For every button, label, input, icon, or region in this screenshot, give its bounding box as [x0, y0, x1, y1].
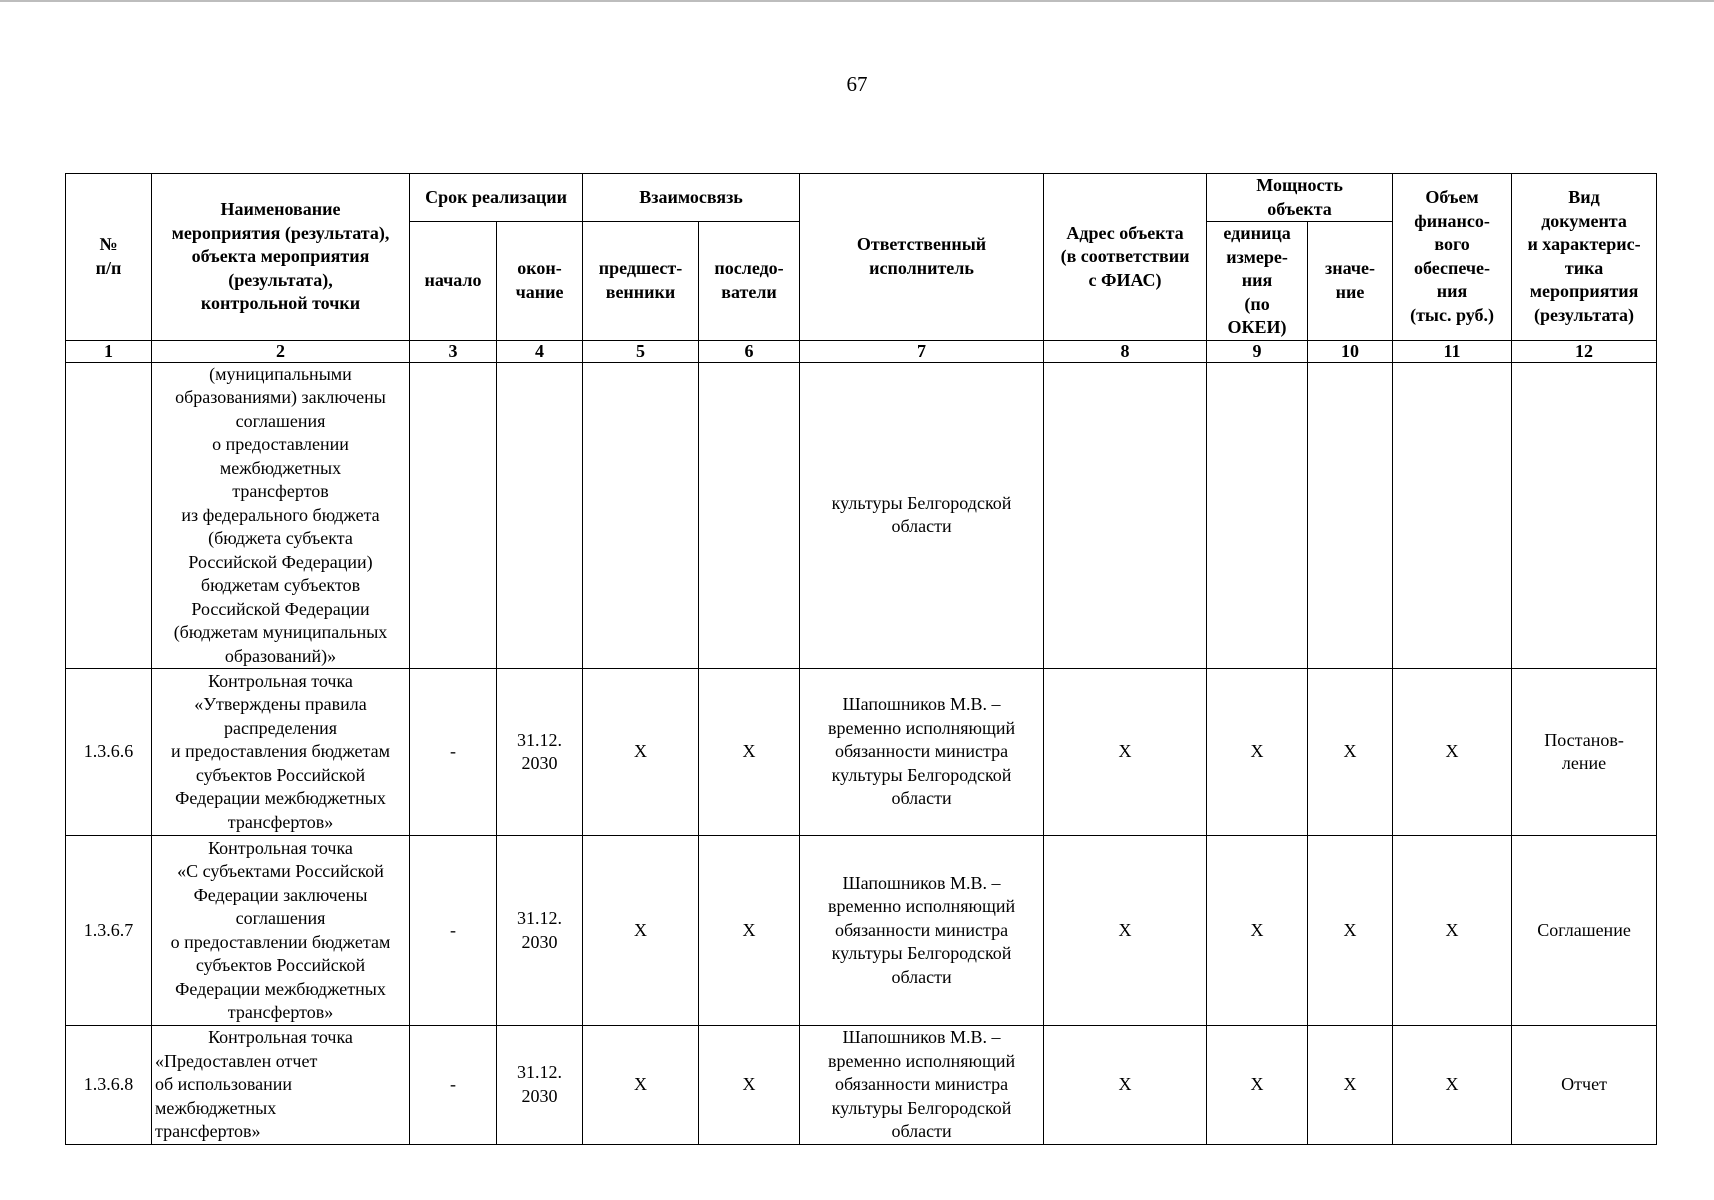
cell-text: [1047, 919, 1203, 943]
cell-text: [1210, 1073, 1304, 1097]
text-line: Отчет: [1561, 1074, 1607, 1094]
text-line: культуры Белгородской: [831, 943, 1012, 964]
header-relation-next: [699, 222, 800, 341]
cell-text: [1311, 919, 1389, 943]
cell-text: [1047, 740, 1203, 764]
row-name-cell: [152, 836, 410, 1026]
row-next-cell: [699, 836, 800, 1026]
text-line: X: [1445, 1074, 1459, 1094]
table-row: [66, 1026, 1657, 1145]
column-number: 5: [583, 340, 699, 362]
text-line: ление: [1561, 753, 1607, 773]
cell-text: [1311, 1073, 1389, 1097]
row-prev-cell: [583, 1026, 699, 1145]
row-doc-cell: [1512, 836, 1657, 1026]
row-responsible-cell: [800, 669, 1044, 836]
cell-text: [702, 740, 796, 764]
text-line: ние: [1335, 281, 1365, 302]
text-line: субъектов Российской: [195, 955, 366, 975]
text-line: X: [1250, 741, 1264, 762]
row-address-cell: [1044, 669, 1207, 836]
row-end-cell: [497, 836, 583, 1026]
row-unit-cell: [1207, 669, 1308, 836]
text-line: и характерис-: [1527, 234, 1641, 255]
column-number: 6: [699, 340, 800, 362]
cell-text: [155, 1026, 406, 1144]
text-line: венники: [605, 281, 676, 302]
text-line: из федерального бюджета: [181, 504, 380, 525]
row-prev-cell: [583, 669, 699, 836]
text-line: вого: [1434, 234, 1470, 255]
column-numbers-row: [66, 340, 1657, 362]
cell-text: [803, 492, 1040, 539]
text-line: (тыс. руб.): [1410, 304, 1494, 325]
text-line: образованиями) заключены: [175, 387, 386, 407]
column-number: 11: [1393, 340, 1512, 362]
cell-text: [1396, 1073, 1508, 1097]
text-line: окон-: [517, 258, 562, 279]
text-line: 31.12.: [517, 1062, 562, 1083]
text-line: -: [450, 919, 456, 940]
text-line: Мощность: [1256, 175, 1343, 195]
row-prev-cell: [583, 362, 699, 669]
text-line: контрольной точки: [200, 293, 361, 313]
header-finance: [1393, 174, 1512, 341]
text-line: культуры Белгородской: [831, 1097, 1012, 1118]
row-doc-cell: [1512, 1026, 1657, 1145]
text-line: значе-: [1325, 258, 1376, 279]
row-finance-cell: [1393, 836, 1512, 1026]
text-line: культуры Белгородской: [831, 492, 1012, 513]
text-line: -: [450, 1074, 456, 1094]
text-line: ОКЕИ): [1227, 317, 1287, 337]
text-line: Российской Федерации: [191, 598, 370, 619]
cell-text: [69, 919, 148, 943]
header-term-start: [410, 222, 497, 341]
text-line: предшест-: [598, 258, 683, 279]
row-end-cell: [497, 669, 583, 836]
cell-text: [1311, 257, 1389, 304]
text-line: обязанности министра: [834, 1074, 1009, 1094]
text-line: межбюджетных: [155, 1097, 277, 1118]
cell-text: [155, 198, 406, 316]
text-line: временно исполняющий: [827, 717, 1016, 738]
row-unit-cell: [1207, 362, 1308, 669]
row-unit-cell: [1207, 836, 1308, 1026]
row-num-cell: [66, 362, 152, 669]
text-line: X: [1250, 919, 1264, 940]
header-row-1: [66, 174, 1657, 222]
column-number: 7: [800, 340, 1044, 362]
text-line: трансфертов: [232, 481, 329, 501]
row-value-cell: [1308, 836, 1393, 1026]
text-line: культуры Белгородской: [831, 764, 1012, 785]
text-line: X: [634, 1074, 648, 1094]
header-relation-prev: [583, 222, 699, 341]
header-address: [1044, 174, 1207, 341]
header-num: [66, 174, 152, 341]
cell-text: [1210, 174, 1389, 221]
cell-text: [803, 872, 1040, 990]
cell-text: [1396, 919, 1508, 943]
text-line: «Утверждены правила: [194, 694, 367, 715]
text-line: X: [1343, 741, 1357, 762]
row-start-cell: [410, 669, 497, 836]
row-num-cell: [66, 1026, 152, 1145]
row-finance-cell: [1393, 362, 1512, 669]
text-line: субъектов Российской: [195, 764, 366, 785]
row-responsible-cell: [800, 1026, 1044, 1145]
text-line: чание: [515, 281, 564, 302]
row-start-cell: [410, 1026, 497, 1145]
header-term-end: [497, 222, 583, 341]
text-line: (бюджетам муниципальных: [173, 622, 388, 642]
header-capacity: [1207, 174, 1393, 222]
cell-text: [1311, 740, 1389, 764]
text-line: о предоставлении бюджетам: [170, 931, 391, 952]
row-start-cell: [410, 362, 497, 669]
row-name-cell: [152, 1026, 410, 1145]
table-row: [66, 836, 1657, 1026]
text-line: Федерации заключены: [193, 884, 368, 905]
cell-text: [586, 1073, 695, 1097]
text-line: Федерации межбюджетных: [175, 978, 386, 999]
text-line: объекта: [1267, 198, 1332, 219]
row-value-cell: [1308, 669, 1393, 836]
row-value-cell: [1308, 1026, 1393, 1145]
text-line: 1.3.6.6: [83, 741, 134, 762]
cell-text: [702, 1073, 796, 1097]
text-line: мероприятия: [1529, 281, 1639, 302]
cell-text: [155, 670, 406, 835]
cell-text: [1047, 1073, 1203, 1097]
text-line: об использовании: [155, 1074, 293, 1094]
text-line: Контрольная точка «Предоставлен отчет: [155, 1027, 353, 1071]
cell-text: [586, 257, 695, 304]
header-doc-type: [1512, 174, 1657, 341]
text-line: области: [891, 966, 952, 987]
text-line: Российской Федерации): [188, 551, 373, 572]
text-line: финансо-: [1414, 210, 1490, 231]
text-line: X: [1445, 741, 1459, 762]
text-line: 1.3.6.8: [83, 1074, 134, 1094]
cell-text: [1047, 222, 1203, 293]
column-number: 12: [1512, 340, 1657, 362]
cell-text: [69, 1073, 148, 1097]
column-number: 9: [1207, 340, 1308, 362]
text-line: образований)»: [224, 645, 337, 666]
cell-text: [69, 740, 148, 764]
cell-text: [586, 186, 796, 210]
text-line: трансфертов»: [155, 1121, 261, 1141]
cell-text: [413, 740, 493, 764]
top-scan-edge: [0, 0, 1714, 2]
text-line: (по: [1244, 293, 1270, 314]
text-line: X: [1118, 919, 1132, 940]
cell-text: [1396, 740, 1508, 764]
text-line: Шапошников М.В. –: [842, 872, 1001, 893]
row-doc-cell: [1512, 362, 1657, 669]
text-line: тика: [1564, 257, 1604, 278]
cell-text: [413, 919, 493, 943]
text-line: 2030: [521, 753, 558, 773]
row-address-cell: [1044, 836, 1207, 1026]
cell-text: [500, 729, 579, 776]
text-line: (результата): [1534, 304, 1635, 325]
cell-text: [1210, 919, 1304, 943]
text-line: распределения: [223, 717, 338, 738]
row-address-cell: [1044, 1026, 1207, 1145]
text-line: Шапошников М.В. –: [842, 694, 1001, 715]
text-line: (муниципальными: [209, 363, 352, 384]
header-relation: [583, 174, 800, 222]
text-line: 2030: [521, 931, 558, 952]
text-line: (бюджета субъекта: [208, 528, 353, 548]
cell-text: [155, 837, 406, 1025]
table-row: [66, 362, 1657, 669]
row-finance-cell: [1393, 669, 1512, 836]
cell-text: [1210, 740, 1304, 764]
row-responsible-cell: [800, 362, 1044, 669]
row-next-cell: [699, 669, 800, 836]
text-line: 31.12.: [517, 908, 562, 928]
row-prev-cell: [583, 836, 699, 1026]
cell-text: [413, 186, 579, 210]
text-line: 2030: [521, 1085, 558, 1106]
text-line: Адрес объекта: [1066, 222, 1184, 243]
cell-text: [586, 740, 695, 764]
row-end-cell: [497, 362, 583, 669]
text-line: X: [1445, 919, 1459, 940]
cell-text: [803, 693, 1040, 811]
header-term: [410, 174, 583, 222]
text-line: 31.12.: [517, 729, 562, 750]
row-next-cell: [699, 1026, 800, 1145]
row-num-cell: [66, 836, 152, 1026]
text-line: ния: [1436, 281, 1468, 302]
column-number: 2: [152, 340, 410, 362]
text-line: Постанов-: [1544, 729, 1624, 750]
text-line: временно исполняющий: [827, 896, 1016, 917]
table-row: [66, 669, 1657, 836]
text-line: начало: [424, 270, 482, 290]
header-name: [152, 174, 410, 341]
cell-text: [155, 363, 406, 669]
header-capacity-value: [1308, 222, 1393, 341]
text-line: измере-: [1226, 246, 1288, 267]
text-line: трансфертов»: [227, 811, 334, 832]
cell-text: [1515, 729, 1653, 776]
row-unit-cell: [1207, 1026, 1308, 1145]
text-line: (в соответствии: [1060, 246, 1190, 266]
header-capacity-unit: [1207, 222, 1308, 341]
text-line: X: [1118, 741, 1132, 762]
text-line: документа: [1541, 210, 1627, 231]
text-line: Федерации межбюджетных: [175, 788, 386, 809]
text-line: №: [99, 234, 118, 255]
text-line: ния: [1241, 270, 1273, 290]
text-line: X: [742, 919, 756, 940]
text-line: с ФИАС): [1088, 269, 1162, 290]
text-line: ватели: [721, 281, 777, 302]
text-line: 1.3.6.7: [83, 919, 134, 940]
text-line: последо-: [714, 258, 784, 279]
row-value-cell: [1308, 362, 1393, 669]
row-name-cell: [152, 362, 410, 669]
column-number: 4: [497, 340, 583, 362]
text-line: соглашения: [235, 410, 326, 431]
cell-text: [1396, 186, 1508, 327]
text-line: трансфертов»: [227, 1002, 334, 1022]
cell-text: [413, 1073, 493, 1097]
text-line: исполнитель: [869, 257, 974, 278]
column-number: 8: [1044, 340, 1207, 362]
cell-text: [702, 919, 796, 943]
text-line: Вид: [1568, 187, 1600, 208]
text-line: временно исполняющий: [827, 1050, 1016, 1071]
text-line: обязанности министра: [834, 741, 1009, 762]
cell-text: [1515, 186, 1653, 327]
text-line: Соглашение: [1537, 919, 1631, 940]
cell-text: [702, 257, 796, 304]
text-line: мероприятия (результата),: [171, 222, 390, 243]
cell-text: [500, 257, 579, 304]
text-line: X: [1250, 1074, 1264, 1094]
text-line: X: [742, 1074, 756, 1094]
cell-text: [500, 907, 579, 954]
text-line: Взаимосвязь: [639, 186, 743, 207]
cell-text: [1210, 222, 1304, 340]
cell-text: [413, 269, 493, 293]
cell-text: [69, 233, 148, 280]
row-responsible-cell: [800, 836, 1044, 1026]
row-num-cell: [66, 669, 152, 836]
text-line: п/п: [95, 257, 122, 278]
text-line: соглашения: [235, 908, 326, 928]
text-line: обеспече-: [1414, 257, 1491, 278]
cell-text: [803, 233, 1040, 280]
cell-text: [586, 919, 695, 943]
text-line: области: [891, 1121, 952, 1141]
row-name-cell: [152, 669, 410, 836]
header-responsible: [800, 174, 1044, 341]
text-line: «С субъектами Российской: [177, 861, 384, 881]
column-number: 1: [66, 340, 152, 362]
text-line: бюджетам субъектов: [200, 575, 361, 595]
text-line: (результата),: [228, 269, 333, 290]
text-line: межбюджетных: [219, 457, 342, 478]
text-line: X: [1343, 919, 1357, 940]
text-line: области: [891, 516, 952, 537]
row-doc-cell: [1512, 669, 1657, 836]
text-line: Шапошников М.В. –: [842, 1027, 1001, 1047]
text-line: X: [634, 919, 648, 940]
text-line: X: [1343, 1074, 1357, 1094]
text-line: и предоставления бюджетам: [171, 741, 390, 762]
text-line: обязанности министра: [834, 919, 1009, 940]
text-line: области: [891, 788, 952, 809]
page-number: 67: [846, 72, 868, 96]
cell-text: [803, 1026, 1040, 1144]
row-next-cell: [699, 362, 800, 669]
text-line: Ответственный: [856, 234, 987, 255]
row-start-cell: [410, 836, 497, 1026]
text-line: объекта мероприятия: [191, 246, 370, 266]
column-number: 10: [1308, 340, 1393, 362]
cell-text: [1515, 1073, 1653, 1097]
row-address-cell: [1044, 362, 1207, 669]
column-number: 3: [410, 340, 497, 362]
cell-text: [500, 1061, 579, 1108]
text-line: Контрольная точка: [208, 837, 353, 858]
text-line: Контрольная точка: [208, 670, 353, 691]
text-line: Наименование: [220, 199, 341, 219]
text-line: -: [450, 741, 456, 762]
row-end-cell: [497, 1026, 583, 1145]
text-line: единица: [1223, 223, 1291, 243]
text-line: X: [742, 741, 756, 762]
text-line: Срок реализации: [425, 186, 567, 207]
text-line: Объем: [1425, 187, 1479, 208]
text-line: о предоставлении: [212, 434, 349, 454]
cell-text: [1515, 919, 1653, 943]
text-line: X: [1118, 1074, 1132, 1094]
text-line: X: [634, 741, 648, 762]
activities-table: [65, 173, 1657, 1145]
row-finance-cell: [1393, 1026, 1512, 1145]
